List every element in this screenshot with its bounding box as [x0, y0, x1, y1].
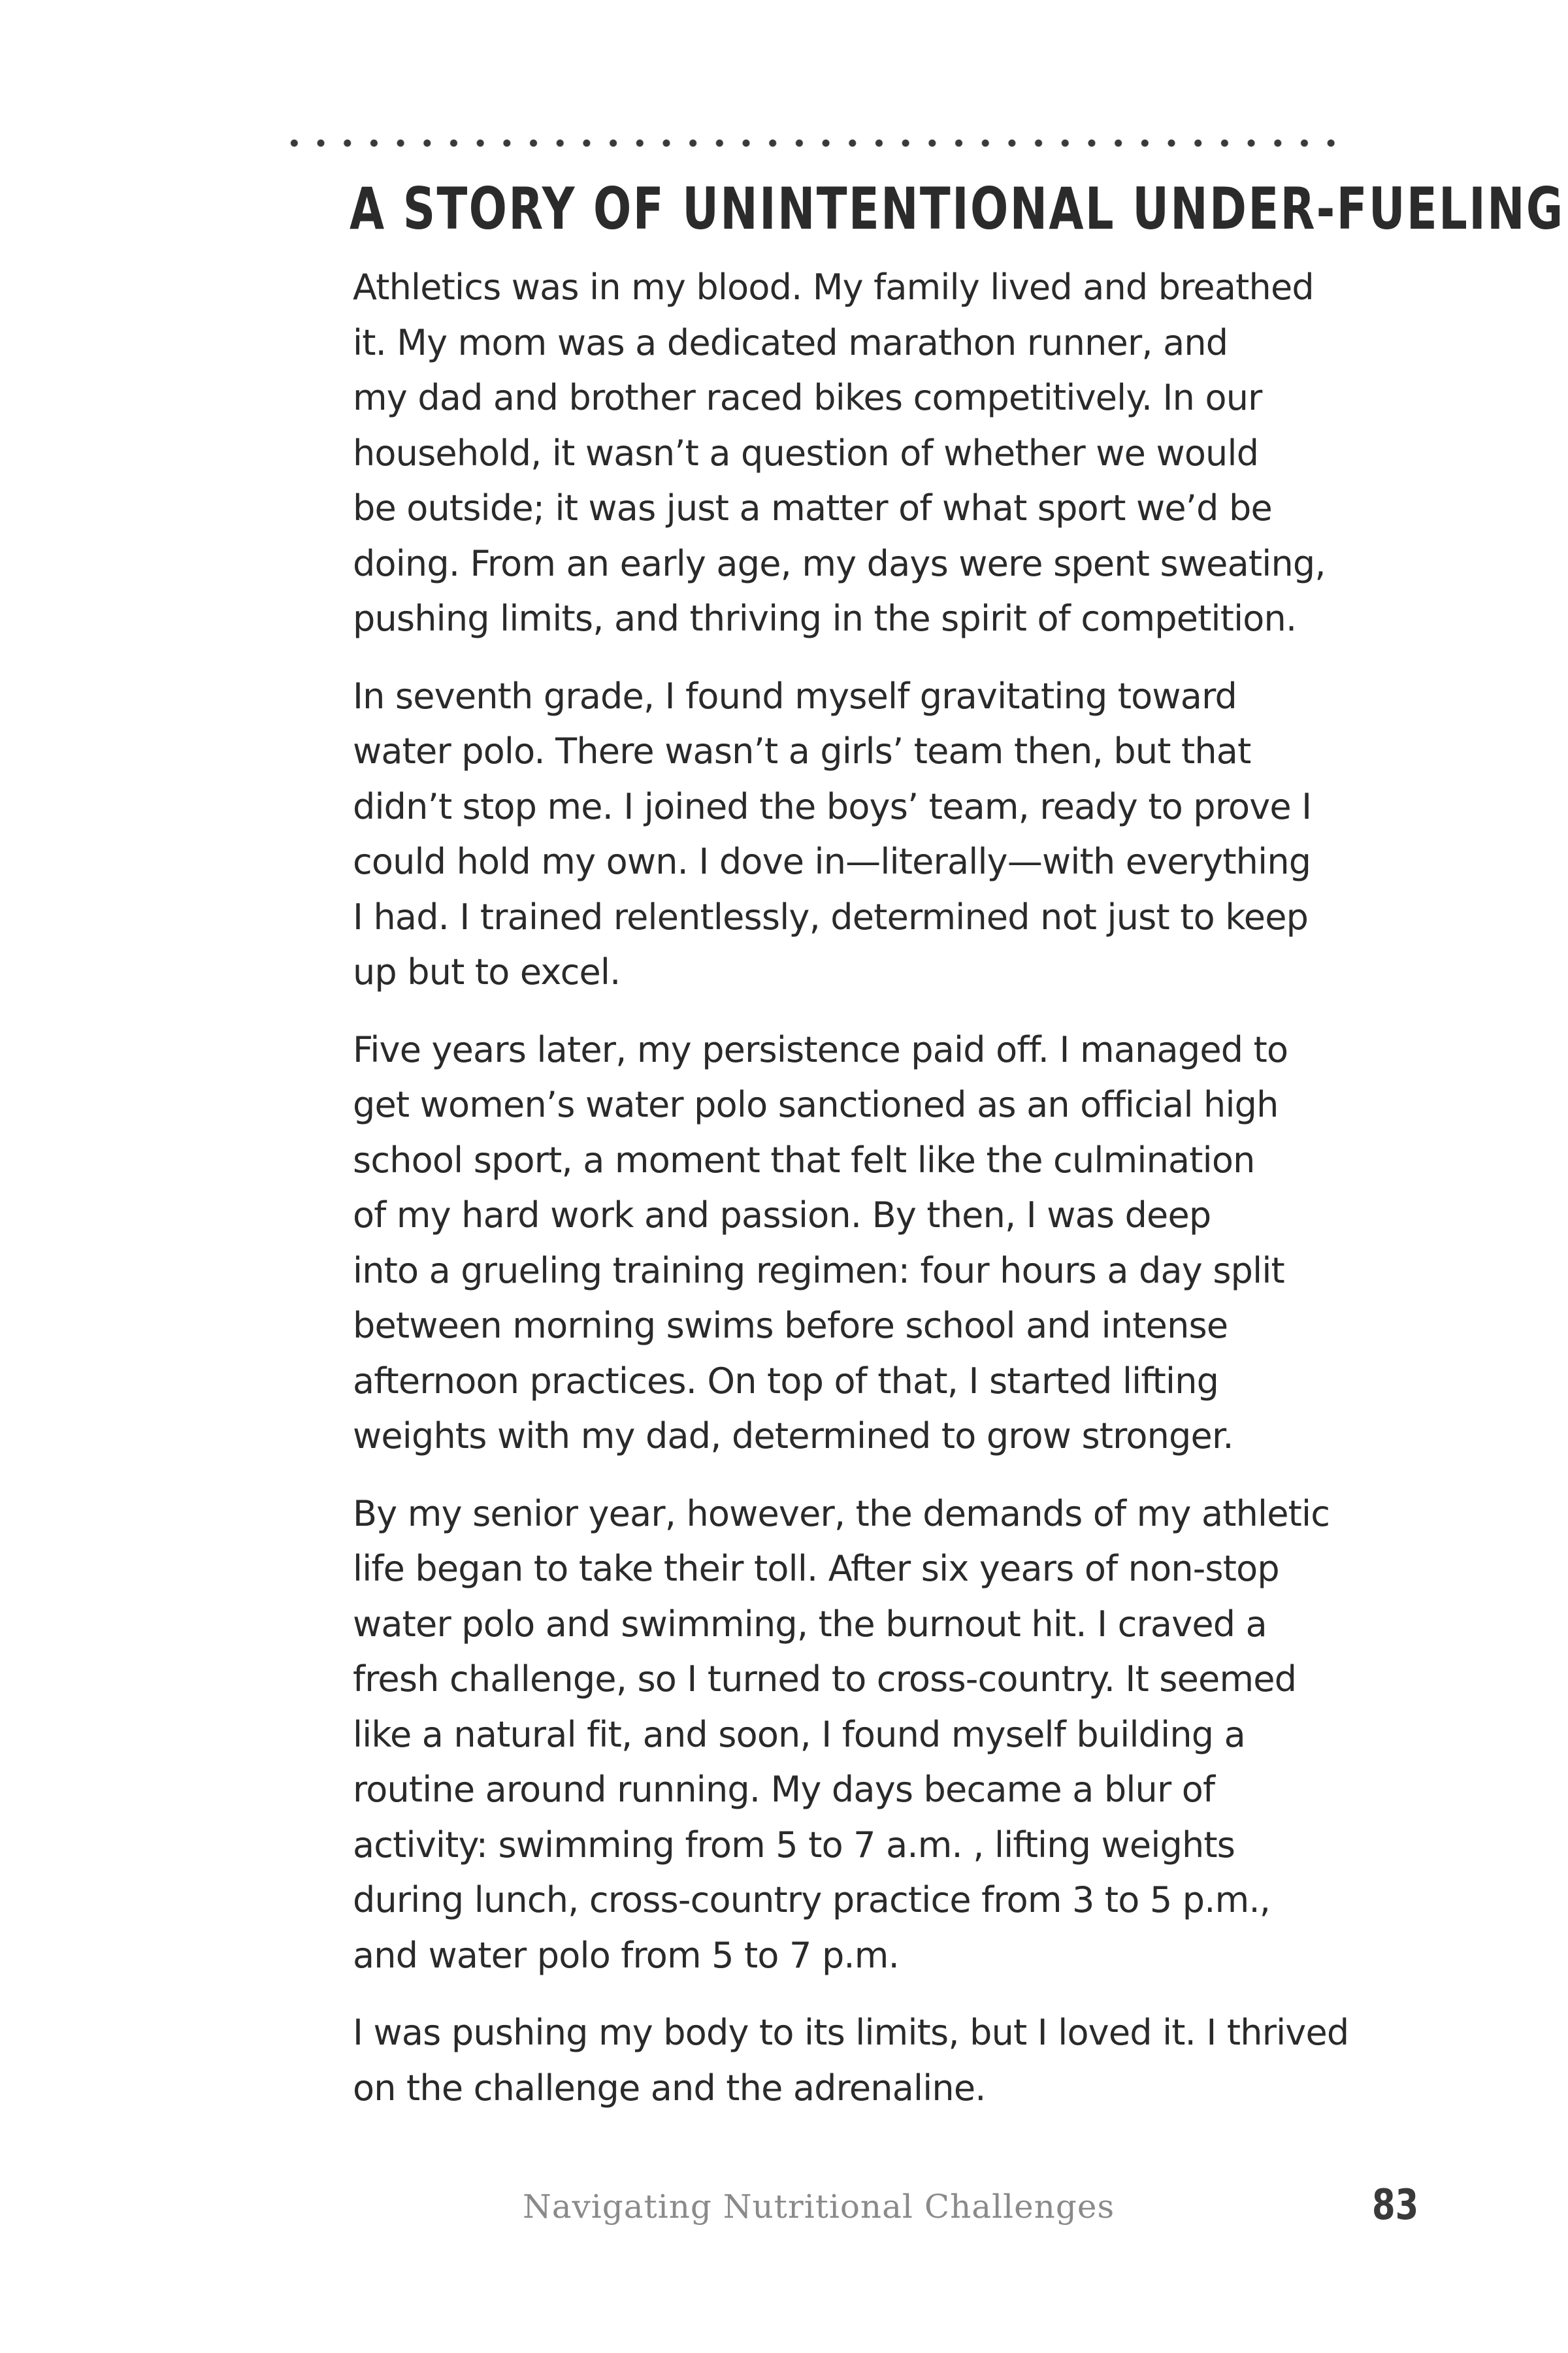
text-line: school sport, a moment that felt like the culmination [353, 1139, 1255, 1181]
text-line: I was pushing my body to its limits, but I loved it. I thrived [353, 2012, 1349, 2053]
text-line: and water polo from 5 to 7 p.m. [353, 1934, 899, 1976]
text-line: like a natural fit, and soon, I found myself building a [353, 1713, 1245, 1755]
text-line: into a grueling training regimen: four hours a day split [353, 1249, 1284, 1291]
paragraph [353, 1487, 1330, 1984]
page-number: 83 [1372, 2181, 1419, 2230]
text-line: By my senior year, however, the demands of my athletic [353, 1492, 1330, 1534]
text-line: it. My mom was a dedicated marathon runner, and [353, 321, 1228, 363]
text-line: water polo. There wasn’t a girls’ team then, but that [353, 731, 1251, 772]
paragraph [353, 1023, 1313, 1464]
text-line: household, it wasn’t a question of whether we would [353, 432, 1259, 474]
text-line: I had. I trained relentlessly, determined not just to keep [353, 896, 1309, 938]
text-line: my dad and brother raced bikes competitively. In our [353, 377, 1262, 418]
text-line: between morning swims before school and intense [353, 1305, 1228, 1346]
text-line: In seventh grade, I found myself gravitating toward [353, 675, 1237, 717]
text-line: be outside; it was just a matter of what sport we’d be [353, 487, 1272, 529]
paragraph [353, 669, 1313, 1000]
text-line: fresh challenge, so I turned to cross-country. It seemed [353, 1658, 1297, 1700]
text-line: on the challenge and the adrenaline. [353, 2067, 986, 2109]
text-line: Athletics was in my blood. My family lived and breathed [353, 267, 1314, 308]
text-line: during lunch, cross-country practice from 3 to 5 p.m., [353, 1879, 1271, 1920]
text-line: water polo and swimming, the burnout hit. I craved a [353, 1603, 1267, 1645]
text-line: get women’s water polo sanctioned as an official high [353, 1084, 1279, 1125]
text-line: doing. From an early age, my days were spent sweating, [353, 542, 1326, 584]
text-line: didn’t stop me. I joined the boys’ team, ready to prove I [353, 785, 1312, 827]
text-line: weights with my dad, determined to grow stronger. [353, 1415, 1233, 1456]
text-line: afternoon practices. On top of that, I started lifting [353, 1360, 1219, 1402]
text-line: life began to take their toll. After six years of non-stop [353, 1548, 1279, 1589]
text-line: pushing limits, and thriving in the spirit of competition. [353, 598, 1297, 639]
text-line: of my hard work and passion. By then, I was deep [353, 1194, 1211, 1236]
text-line: Five years later, my persistence paid off. I managed to [353, 1028, 1288, 1070]
running-footer-title: Navigating Nutritional Challenges [523, 2188, 1115, 2226]
body-text [353, 260, 1349, 2138]
section-heading: A STORY OF UNINTENTIONAL UNDER-FUELING [350, 175, 1565, 242]
text-line: activity: swimming from 5 to 7 a.m. , lifting weights [353, 1824, 1235, 1866]
paragraph [353, 260, 1326, 647]
text-line: up but to excel. [353, 951, 621, 993]
text-line: routine around running. My days became a blur of [353, 1769, 1215, 1810]
text-line: could hold my own. I dove in—literally—with everything [353, 841, 1311, 882]
dotted-divider [281, 139, 1346, 148]
paragraph [353, 2005, 1349, 2116]
